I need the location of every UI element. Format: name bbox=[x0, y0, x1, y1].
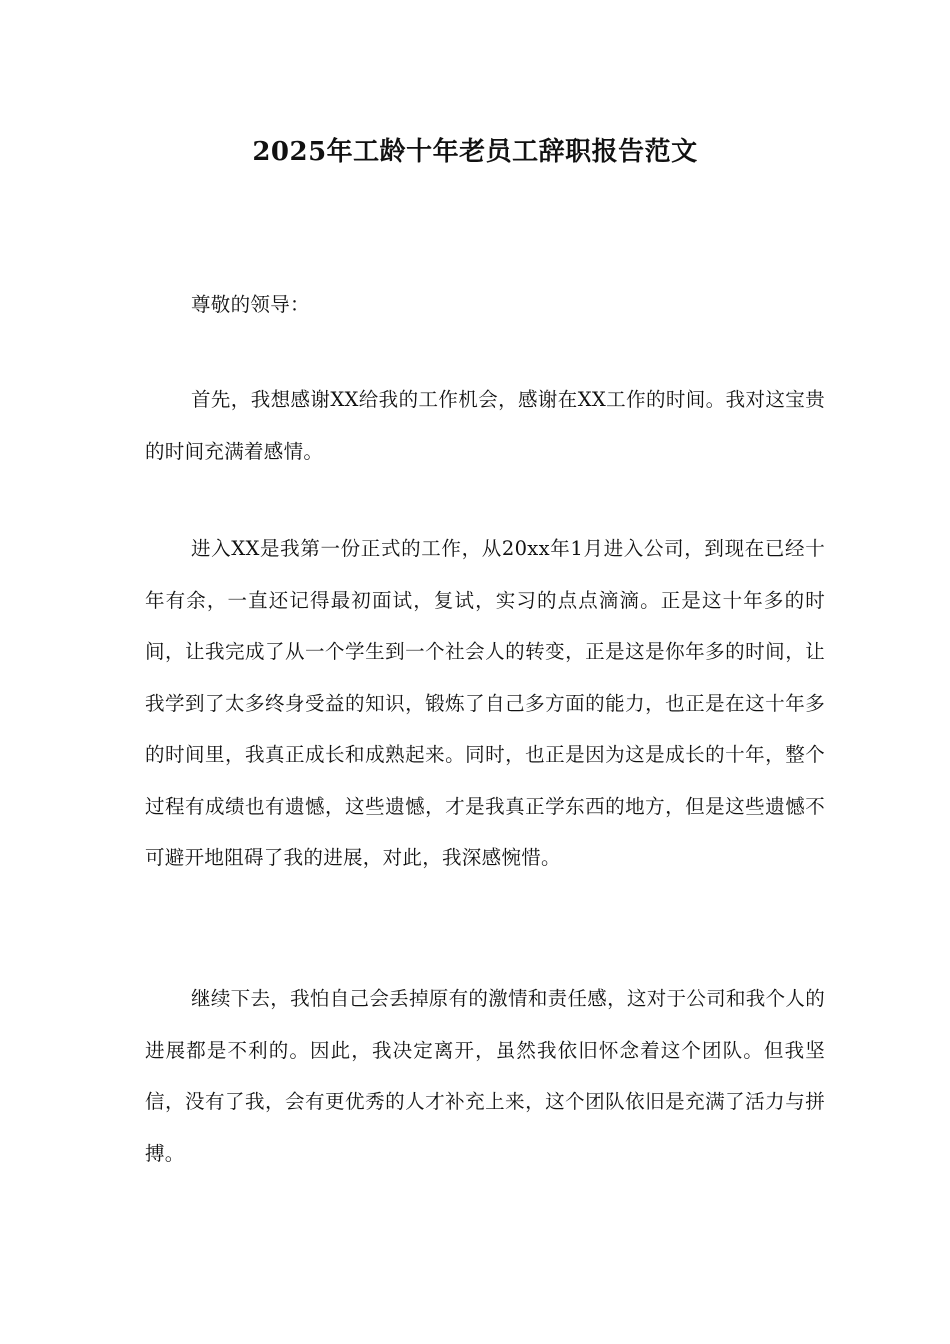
document-title: 2025年工龄十年老员工辞职报告范文 bbox=[252, 137, 698, 167]
paragraph-2: 进入XX是我第一份正式的工作，从20xx年1月进入公司，到现在已经十年有余，一直还记得最初面试，复试，实习的点点滴滴。正是这十年多的时间，让我完成了从一个学生到一个社会人的转变，正是这是你年多的时间，让我学到了太多终身受益的知识，锻炼了自己多方面的能力，也正是在这十年多的时间里，我真正成长和成熟起来。同时，也正是因为这是成长的十年，整个过程有成绩也有遗憾，这些遗憾，才是我真正学东西的地方，但是这些遗憾不可避开地阻碍了我的进展，对此，我深感惋惜。 bbox=[145, 537, 825, 869]
paragraph-1: 首先，我想感谢XX给我的工作机会，感谢在XX工作的时间。我对这宝贵的时间充满着感情。 bbox=[145, 388, 825, 463]
salutation: 尊敬的领导： bbox=[191, 293, 310, 316]
paragraph-3: 继续下去，我怕自己会丢掉原有的激情和责任感，这对于公司和我个人的进展都是不利的。因此，我决定离开，虽然我依旧怀念着这个团队。但我坚信，没有了我，会有更优秀的人才补充上来，这个团队依旧是充满了活力与拼搏。 bbox=[145, 987, 825, 1165]
